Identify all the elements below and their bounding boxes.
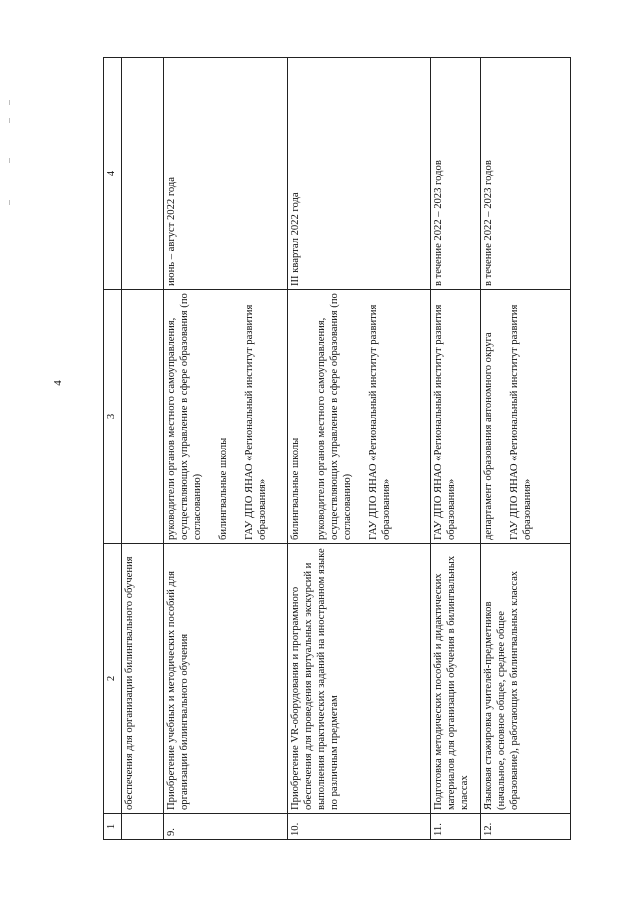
activity-table [103, 57, 571, 840]
executor-text: ГАУ ДПО ЯНАО «Региональный институт развития образования» [368, 304, 393, 540]
executors-cell [480, 290, 570, 544]
executor-text: руководители органов местного самоуправления, осуществляющих управление в сфере образования (по согласованию) [166, 293, 204, 540]
executors-cell [164, 290, 288, 544]
margin-marks [8, 100, 12, 210]
table-row [430, 58, 480, 840]
table-row [164, 58, 288, 840]
deadline-cell: июнь – август 2022 года [164, 58, 288, 290]
executor-text: билингвальные школы [218, 437, 230, 540]
executors-cell [288, 290, 430, 544]
row-number: 11. [430, 814, 480, 840]
table-row [288, 58, 430, 840]
activity-cell: Приобретение VR-оборудования и программного обеспечения для проведения виртуальных экскурсий и выполнения практических заданий на иностранном языке по различным предметам [288, 544, 430, 814]
activity-cell: Подготовка методических пособий и дидактических материалов для организации обучения в билингвальных классах [430, 544, 480, 814]
header-cell-3: 3 [104, 290, 122, 544]
deadline-cell: в течение 2022 – 2023 годов [480, 58, 570, 290]
deadline-cell [122, 58, 164, 290]
executors-cell [430, 290, 480, 544]
executor-text: руководители органов местного самоуправления, осуществляющих управление в сфере образования (по согласованию) [316, 293, 354, 540]
deadline-cell: III квартал 2022 года [288, 58, 430, 290]
table-header-row [104, 58, 122, 840]
table-row [480, 58, 570, 840]
row-number: 10. [288, 814, 430, 840]
executor-text: ГАУ ДПО ЯНАО «Региональный институт развития образования» [508, 304, 533, 540]
table-row [122, 58, 164, 840]
executor-text: билингвальные школы [290, 437, 302, 540]
header-cell-2: 2 [104, 544, 122, 814]
table-container [103, 58, 571, 840]
row-number: 12. [480, 814, 570, 840]
row-number: 9. [164, 814, 288, 840]
executor-text: ГАУ ДПО ЯНАО «Региональный институт развития образования» [244, 304, 269, 540]
activity-cell: Приобретение учебных и методических пособий для организации билингвального обучения [164, 544, 288, 814]
header-cell-4: 4 [104, 58, 122, 290]
executor-text: департамент образования автономного округа [482, 332, 494, 540]
header-cell-1: 1 [104, 814, 122, 840]
row-number [122, 814, 164, 840]
page-number: 4 [52, 380, 64, 386]
activity-cell: Языковая стажировка учителей-предметников (начальное, основное общее, среднее общее образование), работающих в билингвальных классах [480, 544, 570, 814]
executors-cell [122, 290, 164, 544]
activity-cell: обеспечения для организации билингвального обучения [122, 544, 164, 814]
executor-text: ГАУ ДПО ЯНАО «Региональный институт развития образования» [432, 304, 457, 540]
deadline-cell: в течение 2022 – 2023 годов [430, 58, 480, 290]
